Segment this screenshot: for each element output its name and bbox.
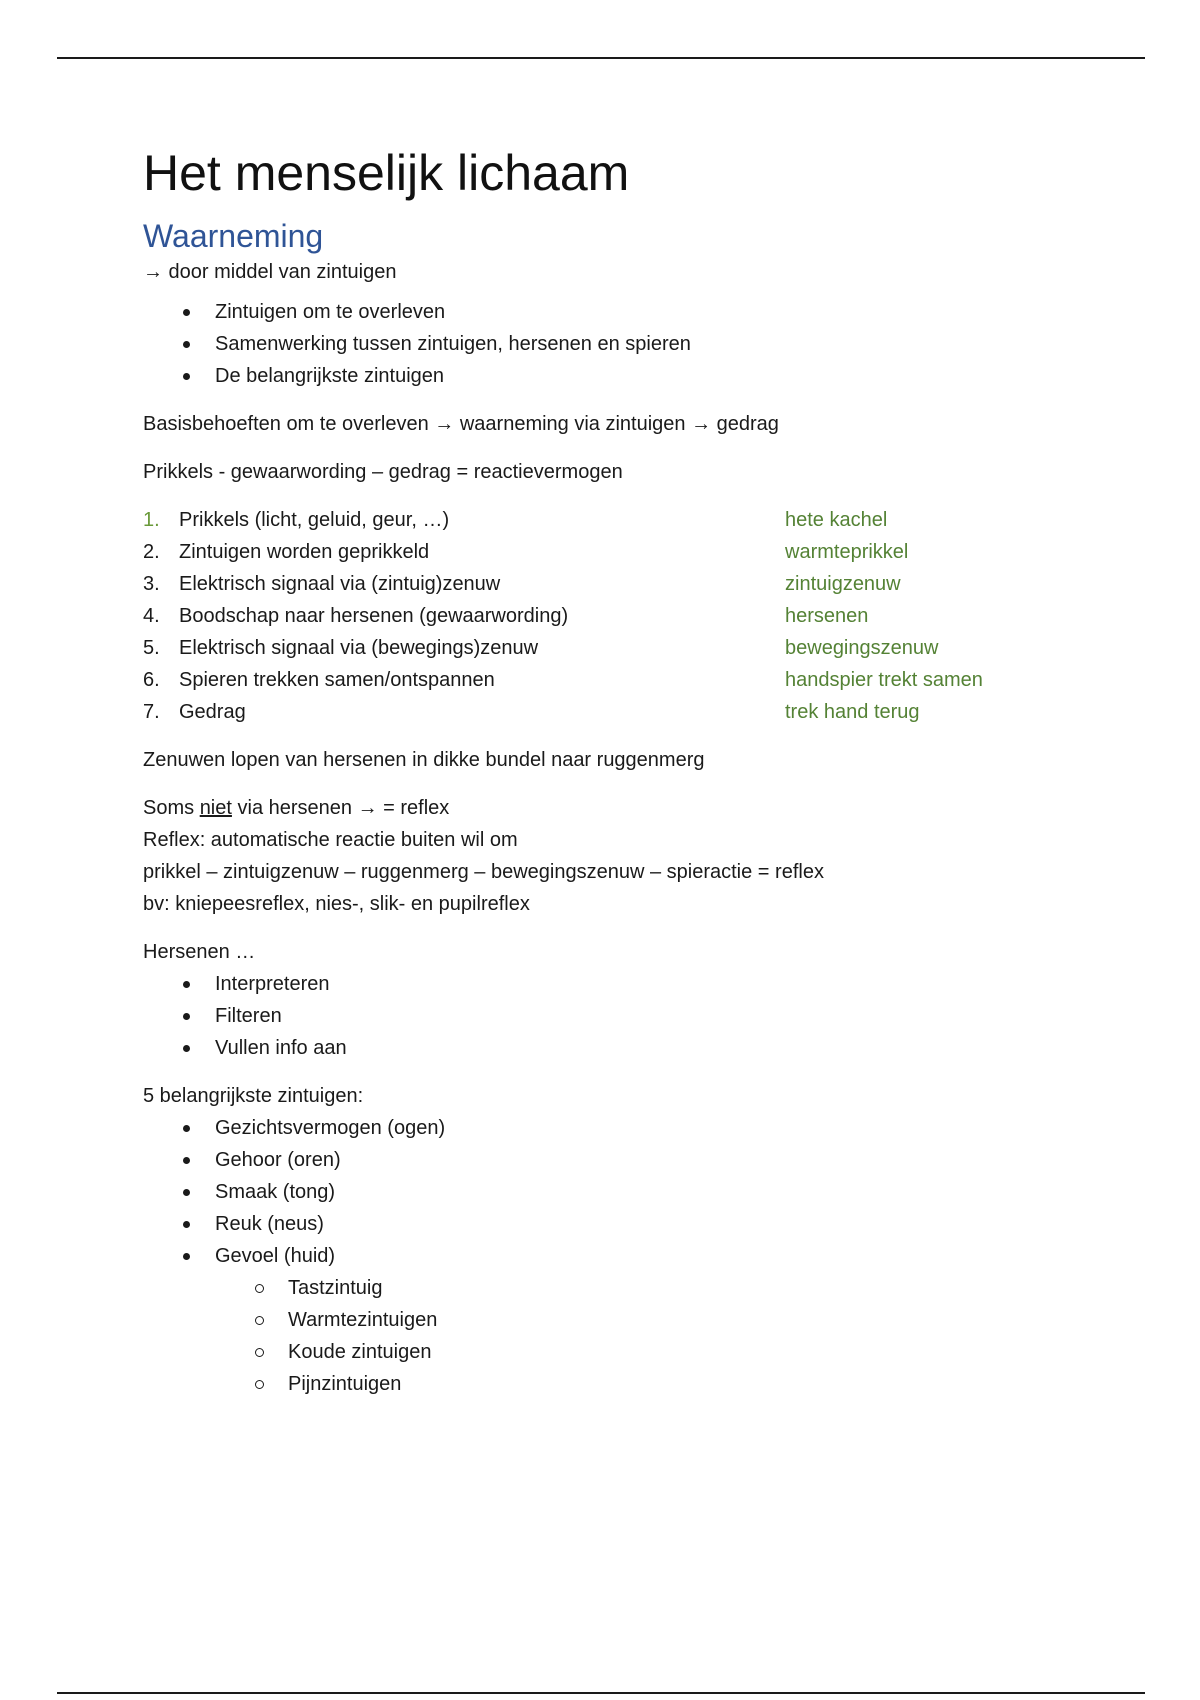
bullet-list-intro <box>143 296 1083 392</box>
sub-list-gevoel <box>143 1272 1083 1400</box>
page-title: Het menselijk lichaam <box>143 145 630 201</box>
steps-list <box>143 504 1083 728</box>
list-item: Tastzintuig <box>143 1272 1083 1304</box>
section-heading: Waarneming <box>143 218 324 254</box>
list-item: Gevoel (huid) <box>143 1240 1083 1272</box>
step-row: 7. Gedrag trek hand terug <box>143 701 920 723</box>
bullet-icon <box>183 1253 190 1260</box>
bullet-icon <box>183 1045 190 1052</box>
step-row: 1. Prikkels (licht, geluid, geur, …) hete kachel <box>143 509 888 531</box>
list-item: Filteren <box>143 1000 1083 1032</box>
list-item: Reuk (neus) <box>143 1208 1083 1240</box>
list-item: Samenwerking tussen zintuigen, hersenen en spieren <box>143 328 1083 360</box>
hollow-bullet-icon <box>255 1380 264 1389</box>
reflex-line-2: Reflex: automatische reactie buiten wil om <box>143 829 518 851</box>
step-row: 2. Zintuigen worden geprikkeld warmteprikkel <box>143 541 909 563</box>
footer-rule <box>57 1692 1145 1694</box>
step-row: 5. Elektrisch signaal via (bewegings)zenuw bewegingszenuw <box>143 637 939 659</box>
header-rule <box>57 57 1145 59</box>
step-row: 3. Elektrisch signaal via (zintuig)zenuw zintuigzenuw <box>143 573 901 595</box>
zintuigen-label: 5 belangrijkste zintuigen: <box>143 1085 364 1107</box>
bullet-icon <box>183 373 190 380</box>
list-item: Warmtezintuigen <box>143 1304 1083 1336</box>
bullet-icon <box>183 1013 190 1020</box>
list-item: Gehoor (oren) <box>143 1144 1083 1176</box>
hollow-bullet-icon <box>255 1348 264 1357</box>
reflex-line-4: bv: kniepeesreflex, nies-, slik- en pupilreflex <box>143 893 530 915</box>
bullet-icon <box>183 341 190 348</box>
list-item: Koude zintuigen <box>143 1336 1083 1368</box>
hersenen-label: Hersenen … <box>143 941 256 963</box>
step-row: 4. Boodschap naar hersenen (gewaarwording) hersenen <box>143 605 869 627</box>
zenuwen-line: Zenuwen lopen van hersenen in dikke bundel naar ruggenmerg <box>143 749 705 771</box>
bullet-icon <box>183 1125 190 1132</box>
bullet-icon <box>183 1157 190 1164</box>
hollow-bullet-icon <box>255 1284 264 1293</box>
list-item: Gezichtsvermogen (ogen) <box>143 1112 1083 1144</box>
bullet-icon <box>183 981 190 988</box>
document-body <box>143 142 1083 1400</box>
list-item: Vullen info aan <box>143 1032 1083 1064</box>
list-item: Pijnzintuigen <box>143 1368 1083 1400</box>
list-item: Zintuigen om te overleven <box>143 296 1083 328</box>
bullet-list-hersenen <box>143 968 1083 1064</box>
list-item: De belangrijkste zintuigen <box>143 360 1083 392</box>
reflex-line-1: Soms niet via hersenen → = reflex <box>143 797 450 819</box>
prikkels-line: Prikkels - gewaarwording – gedrag = reactievermogen <box>143 461 623 483</box>
intro-line: → door middel van zintuigen <box>143 261 397 283</box>
list-item: Smaak (tong) <box>143 1176 1083 1208</box>
basis-line: Basisbehoeften om te overleven → waarneming via zintuigen → gedrag <box>143 413 779 435</box>
list-item: Interpreteren <box>143 968 1083 1000</box>
bullet-icon <box>183 1221 190 1228</box>
bullet-list-zintuigen <box>143 1112 1083 1272</box>
bullet-icon <box>183 1189 190 1196</box>
step-row: 6. Spieren trekken samen/ontspannen handspier trekt samen <box>143 669 983 691</box>
reflex-line-3: prikkel – zintuigzenuw – ruggenmerg – bewegingszenuw – spieractie = reflex <box>143 861 824 883</box>
bullet-icon <box>183 309 190 316</box>
hollow-bullet-icon <box>255 1316 264 1325</box>
